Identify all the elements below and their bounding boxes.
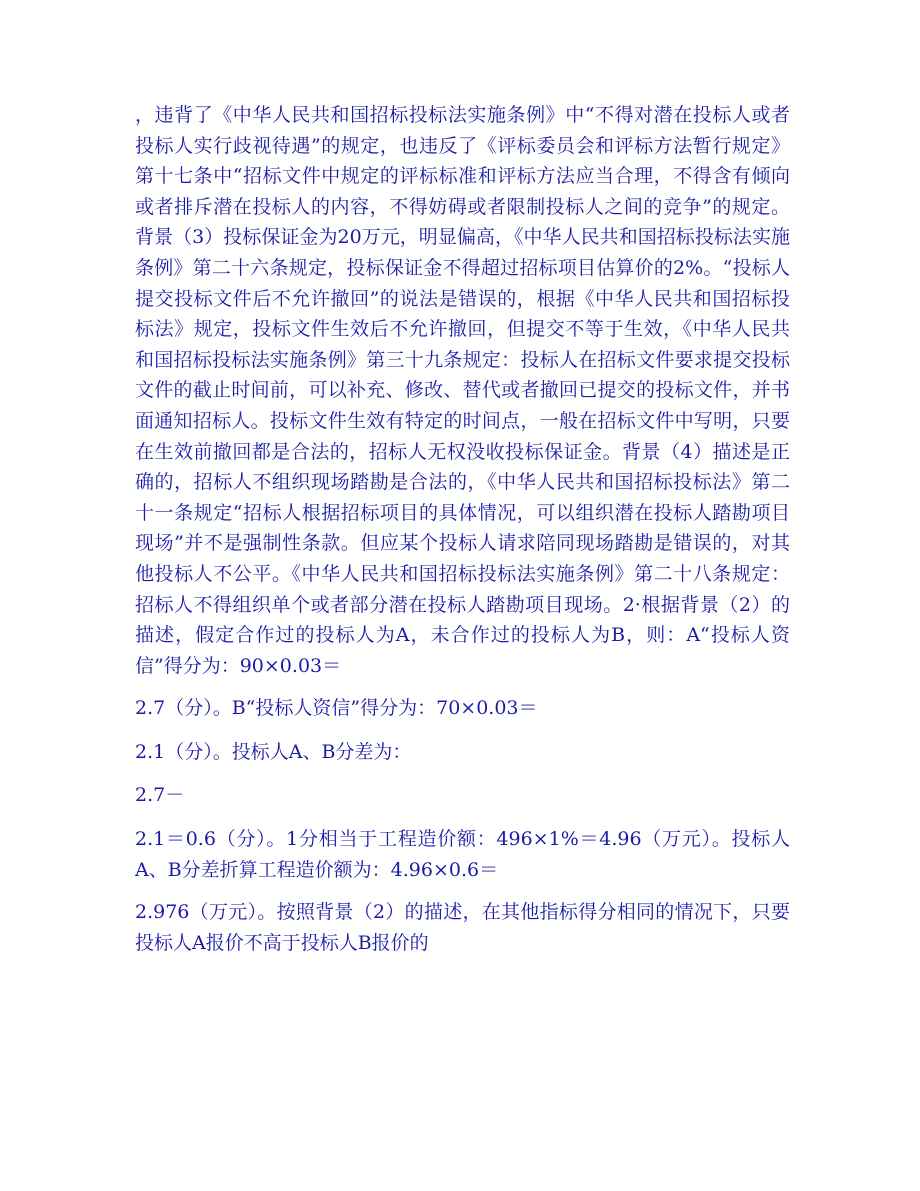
document-page bbox=[135, 100, 790, 958]
paragraph-score-a: 2.7（分）。B“投标人资信”得分为：70×0.03＝ bbox=[135, 697, 538, 720]
paragraph-cost-conversion: 2.1＝0.6（分）。1分相当于工程造价额：496×1%＝4.96（万元）。投标人A、B分差折算工程造价额为：4.96×0.6＝ bbox=[135, 828, 790, 881]
paragraph-analysis: ，违背了《中华人民共和国招标投标法实施条例》中“不得对潜在投标人或者投标人实行歧视待遇”的规定，也违反了《评标委员会和评标方法暂行规定》第十七条中“招标文件中规定的评标标准和评标方法应当合理，不得含有倾向或者排斥潜在投标人的内容，不得妨碍或者限制投标人之间的竞争”的规定。背景（3）投标保证金为20万元，明显偏高，《中华人民共和国招标投标法实施条例》第二十六条规定，投标保证金不得超过招标项目估算价的2%。“投标人提交投标文件后不允许撤回”的说法是错误的，根据《中华人民共和国招标投标法》规定，投标文件生效后不允许撤回，但提交不等于生效，《中华人民共和国招标投标法实施条例》第三十九条规定：投标人在招标文件要求提交投标文件的截止时间前，可以补充、修改、替代或者撤回已提交的投标文件，并书面通知招标人。投标文件生效有特定的时间点，一般在招标文件中写明，只要在生效前撤回都是合法的，招标人无权没收投标保证金。背景（4）描述是正确的，招标人不组织现场踏勘是合法的，《中华人民共和国招标投标法》第二十一条规定“招标人根据招标项目的具体情况，可以组织潜在投标人踏勘项目现场”并不是强制性条款。但应某个投标人请求陪同现场踏勘是错误的，对其他投标人不公平。《中华人民共和国招标投标法实施条例》第二十八条规定：招标人不得组织单个或者部分潜在投标人踏勘项目现场。2·根据背景（2）的描述，假定合作过的投标人为A，未合作过的投标人为B，则：A“投标人资信”得分为：90×0.03＝ bbox=[135, 104, 790, 677]
paragraph-difference: 2.7－ bbox=[135, 784, 185, 807]
paragraph-score-b: 2.1（分）。投标人A、B分差为： bbox=[135, 740, 412, 763]
paragraph-conclusion: 2.976（万元）。按照背景（2）的描述，在其他指标得分相同的情况下，只要投标人A报价不高于投标人B报价的 bbox=[135, 901, 790, 954]
